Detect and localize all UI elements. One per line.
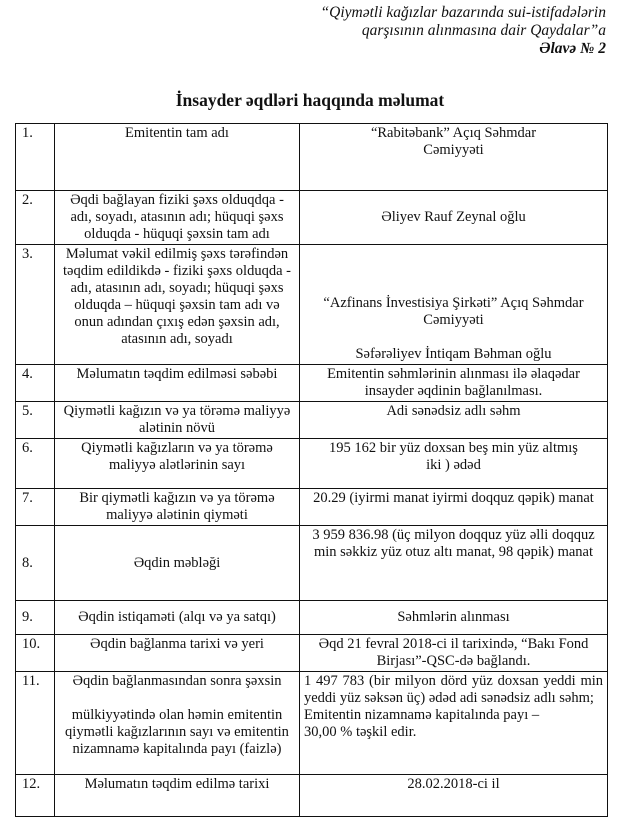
- row-label: Bir qiymətli kağızın və ya törəmə maliyyə alətinin qiyməti: [55, 489, 300, 526]
- row-number: 3.: [16, 245, 55, 365]
- table-row: [16, 124, 608, 191]
- row-value: 1 497 783 (bir milyon dörd yüz doxsan yeddi min yeddi yüz səksən üç) ədəd adi sənədsiz adlı səhm; Emitentin nizamnamə kapitalında payı – 30,00 % təşkil edir.: [300, 672, 608, 775]
- row-label: Məlumatın təqdim edilmə tarixi: [55, 775, 300, 817]
- row-number: 2.: [16, 191, 55, 245]
- row-label: Əqdin bağlanmasından sonra şəxsin mülkiyyətində olan həmin emitentin qiymətli kağızlarının sayı və emitentin nizamnamə kapitalında payı (faizlə): [55, 672, 300, 775]
- row-label: Məlumatın təqdim edilməsi səbəbi: [55, 365, 300, 402]
- row-label: Əqdin istiqaməti (alqı və ya satqı): [55, 601, 300, 635]
- row-number: 10.: [16, 635, 55, 672]
- row-number: 9.: [16, 601, 55, 635]
- page-title: İnsayder əqdləri haqqında məlumat: [175, 90, 445, 110]
- table-row: [16, 489, 608, 526]
- insider-deals-table: [15, 123, 608, 817]
- row-label: Qiymətli kağızın və ya törəmə maliyyə alətinin növü: [55, 402, 300, 439]
- header-line-2: qarşısının alınmasına dair Qaydalar”a: [361, 22, 606, 39]
- row-label: Əqdin məbləği: [55, 526, 300, 601]
- row-number: 5.: [16, 402, 55, 439]
- row-value: “Azfinans İnvestisiya Şirkəti” Açıq Səhmdar Cəmiyyəti Səfərəliyev İntiqam Bəhman oğlu: [300, 245, 608, 365]
- annex-label: Əlavə № 2: [539, 40, 606, 57]
- row-number: 6.: [16, 439, 55, 489]
- row-label: Emitentin tam adı: [55, 124, 300, 191]
- row-value: Səhmlərin alınması: [300, 601, 608, 635]
- row-label: Qiymətli kağızların və ya törəmə maliyyə alətlərinin sayı: [55, 439, 300, 489]
- row-number: 1.: [16, 124, 55, 191]
- row-number: 7.: [16, 489, 55, 526]
- table-row: [16, 526, 608, 601]
- row-label: Əqdin bağlanma tarixi və yeri: [55, 635, 300, 672]
- table-row: [16, 635, 608, 672]
- document-header: [206, 4, 606, 58]
- table-row: [16, 402, 608, 439]
- table-row: [16, 775, 608, 817]
- row-value: 20.29 (iyirmi manat iyirmi doqquz qəpik) manat: [300, 489, 608, 526]
- row-value: 3 959 836.98 (üç milyon doqquz yüz əlli doqquz min səkkiz yüz otuz altı manat, 98 qəpik) manat: [300, 526, 608, 601]
- table-row: [16, 365, 608, 402]
- table-row: [16, 672, 608, 775]
- header-line-1: “Qiymətli kağızlar bazarında sui-istifadələrin: [320, 4, 606, 21]
- table-row: [16, 439, 608, 489]
- row-number: 4.: [16, 365, 55, 402]
- row-value: Adi sənədsiz adlı səhm: [300, 402, 608, 439]
- row-label: Əqdi bağlayan fiziki şəxs olduqdqa - adı, soyadı, atasının adı; hüquqi şəxs olduqda - hüquqi şəxsin tam adı: [55, 191, 300, 245]
- row-value: 28.02.2018-ci il: [300, 775, 608, 817]
- table-row: [16, 191, 608, 245]
- row-value: “Rabitəbank” Açıq Səhmdar Cəmiyyəti: [300, 124, 608, 191]
- row-value: 195 162 bir yüz doxsan beş min yüz altmış iki ) ədəd: [300, 439, 608, 489]
- table-row: [16, 601, 608, 635]
- row-label: Məlumat vəkil edilmiş şəxs tərəfindən təqdim edildikdə - fiziki şəxs olduqda - adı, atasının adı, soyadı; hüquqi şəxs olduqda – hüquqi şəxsin tam adı və onun adından çıxış edən şəxsin adı, atasının adı, soyadı: [55, 245, 300, 365]
- row-value: Emitentin səhmlərinin alınması ilə əlaqədar insayder əqdinin bağlanılması.: [300, 365, 608, 402]
- row-number: 8.: [16, 526, 55, 601]
- row-value: Əliyev Rauf Zeynal oğlu: [300, 191, 608, 245]
- row-value: Əqd 21 fevral 2018-ci il tarixində, “Bakı Fond Birjası”-QSC-də bağlandı.: [300, 635, 608, 672]
- row-number: 12.: [16, 775, 55, 817]
- table-row: [16, 245, 608, 365]
- row-number: 11.: [16, 672, 55, 775]
